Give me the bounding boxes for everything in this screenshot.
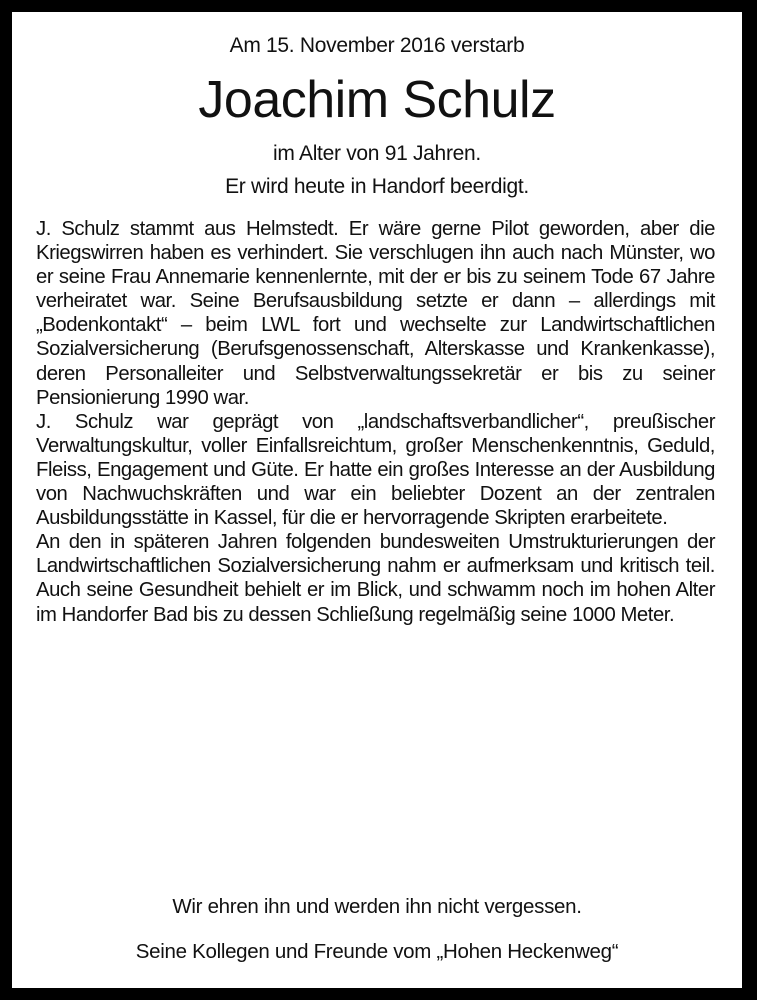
- age-line: im Alter von 91 Jahren.: [273, 142, 481, 165]
- biography-paragraph: J. Schulz war geprägt von „landschaftsverbandlicher“, preußischer Verwaltungskultur, voller Einfallsreichtum, großer Menschenkenntnis, Geduld, Fleiss, Engagement und Güte. Er hatte ein großes Interesse an der Ausbildung von Nachwuchskräften und war ein beliebter Dozent an der zentralen Ausbildungsstätte in Kassel, für die er hervorragende Skripten erarbeitete.: [36, 410, 715, 530]
- biography-paragraph: J. Schulz stammt aus Helmstedt. Er wäre gerne Pilot geworden, aber die Kriegswirren haben es verhindert. Sie verschlugen ihn auch nach Münster, wo er seine Frau Annemarie kennenlernte, mit der er bis zu seinem Tode 67 Jahre verheiratet war. Seine Berufsausbildung setzte er dann – allerdings mit „Bodenkontakt“ – beim LWL fort und wechselte zur Landwirtschaftlichen Sozialversicherung (Berufsgenossenschaft, Alterskasse und Krankenkasse), deren Personalleiter und Selbstverwaltungssekretär er bis zu seiner Pensionierung 1990 war.: [36, 218, 715, 409]
- closing-line: Wir ehren ihn und werden ihn nicht vergessen.: [172, 895, 582, 918]
- biography: [36, 217, 715, 627]
- burial-line: Er wird heute in Handorf beerdigt.: [225, 175, 529, 198]
- intro-line: Am 15. November 2016 verstarb: [229, 34, 525, 57]
- obituary-notice: [12, 12, 742, 988]
- deceased-name: Joachim Schulz: [198, 71, 556, 129]
- signature-line: Seine Kollegen und Freunde vom „Hohen Heckenweg“: [135, 940, 619, 963]
- biography-paragraph: An den in späteren Jahren folgenden bundesweiten Umstrukturierungen der Landwirtschaftlichen Sozialversicherung nahm er aufmerksam und kritisch teil. Auch seine Gesundheit behielt er im Blick, und schwamm noch im hohen Alter im Handorfer Bad bis zu dessen Schließung regelmäßig seine 1000 Meter.: [36, 531, 715, 626]
